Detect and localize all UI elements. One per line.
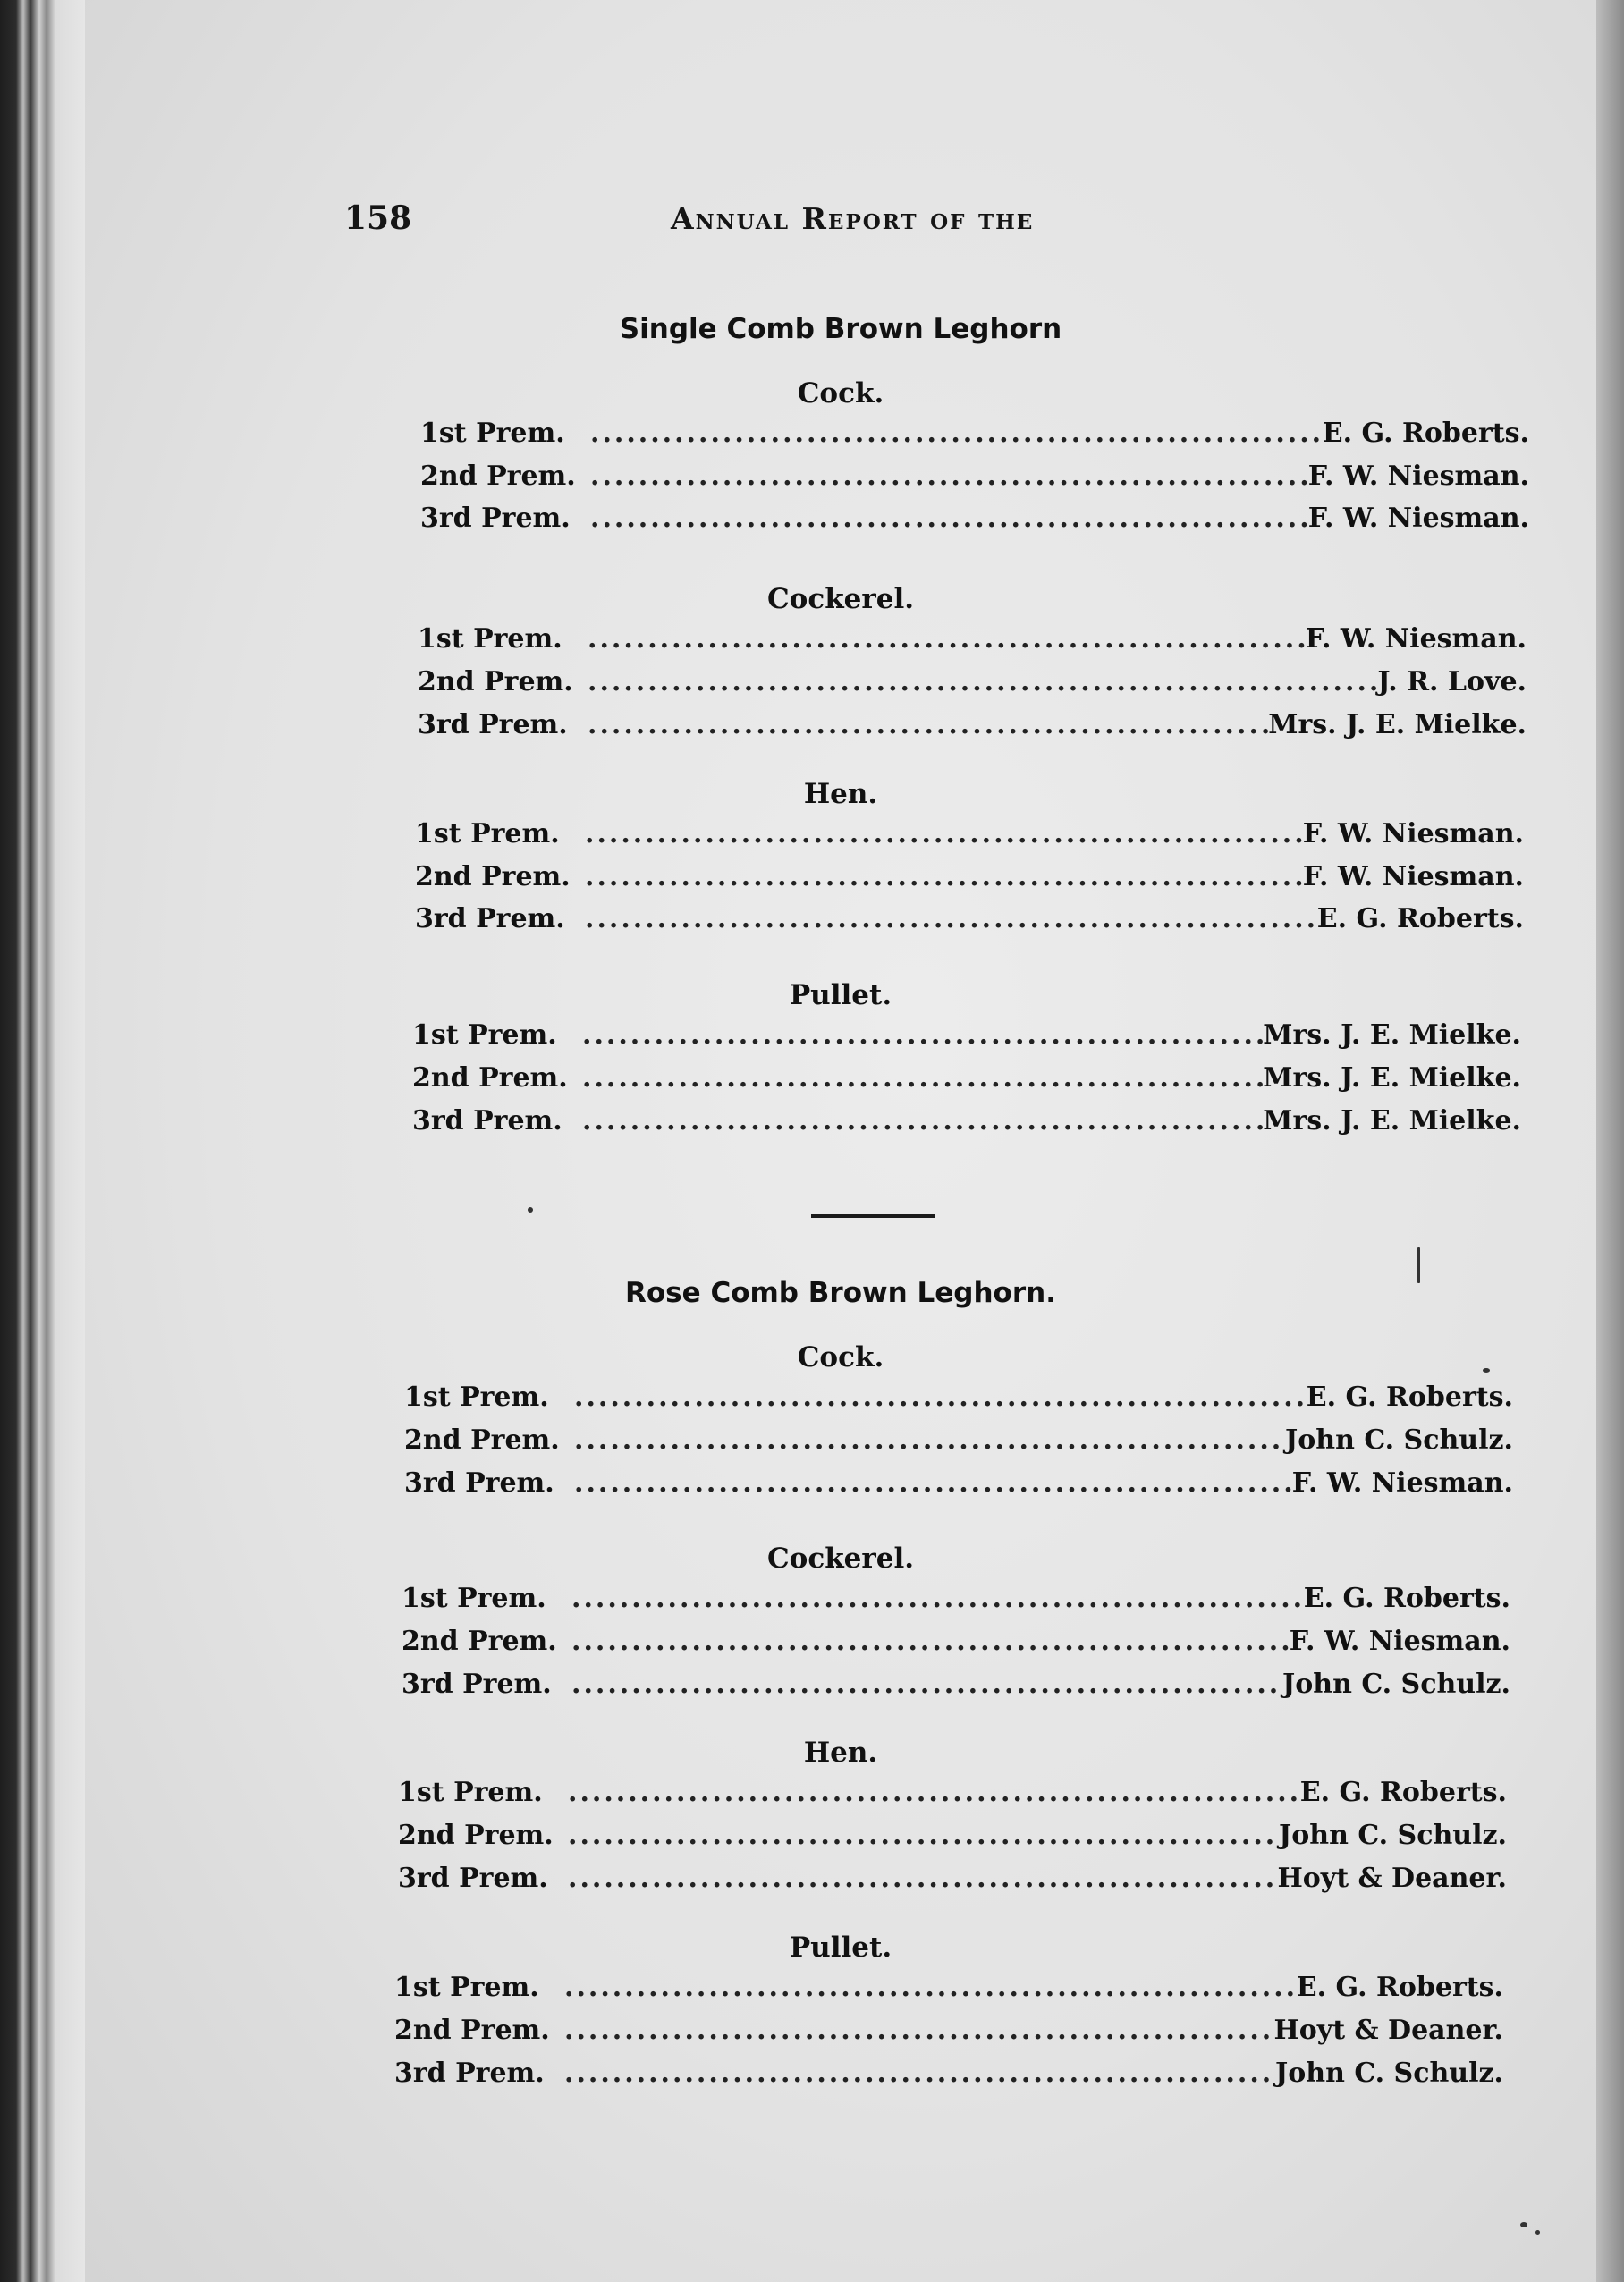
scan-speck	[528, 1207, 533, 1213]
award-entry	[402, 1626, 1510, 1663]
dot-leader	[585, 861, 1303, 892]
dot-leader	[585, 903, 1317, 934]
award-place: 1st Prem.	[404, 1382, 549, 1413]
group-title: Hen.	[803, 1737, 878, 1769]
award-winner: John C. Schulz.	[1282, 1669, 1510, 1700]
award-place: 1st Prem.	[412, 1019, 557, 1051]
award-place: 3rd Prem.	[404, 1467, 554, 1499]
running-title: Annual Report of the	[671, 201, 1035, 236]
award-winner: E. G. Roberts.	[1322, 418, 1529, 449]
award-entry	[404, 1424, 1513, 1462]
award-place: 1st Prem.	[398, 1777, 543, 1808]
dot-leader	[582, 1105, 1263, 1137]
award-place: 1st Prem.	[420, 418, 565, 449]
award-entry	[415, 861, 1524, 899]
award-place: 3rd Prem.	[415, 903, 565, 934]
award-entry	[415, 818, 1524, 856]
dot-leader	[588, 666, 1377, 697]
award-place: 1st Prem.	[415, 818, 560, 849]
group-title: Cockerel.	[766, 1542, 915, 1575]
dot-leader	[564, 2015, 1273, 2046]
dot-leader	[568, 1820, 1279, 1851]
dot-leader	[571, 1669, 1282, 1700]
section-title: Rose Comb Brown Leghorn.	[625, 1277, 1056, 1309]
award-winner: F. W. Niesman.	[1305, 623, 1527, 655]
award-winner: Mrs. J. E. Mielke.	[1263, 1019, 1521, 1051]
award-place: 3rd Prem.	[402, 1669, 552, 1700]
dot-leader	[582, 1019, 1263, 1051]
group-title: Pullet.	[789, 1931, 892, 1964]
award-place: 3rd Prem.	[398, 1863, 548, 1894]
award-winner: E. G. Roberts.	[1296, 1972, 1503, 2003]
award-winner: F. W. Niesman.	[1289, 1626, 1510, 1657]
dot-leader	[590, 418, 1323, 449]
scan-speck	[1483, 1368, 1490, 1373]
award-winner: J. R. Love.	[1377, 666, 1527, 697]
dot-leader	[571, 1583, 1304, 1614]
award-entry	[418, 666, 1527, 704]
award-entry	[398, 1777, 1507, 1814]
award-place: 2nd Prem.	[402, 1626, 557, 1657]
award-winner: John C. Schulz.	[1279, 1820, 1507, 1851]
award-winner: Hoyt & Deaner.	[1277, 1863, 1507, 1894]
award-place: 3rd Prem.	[418, 709, 568, 740]
award-place: 3rd Prem.	[412, 1105, 562, 1137]
award-place: 2nd Prem.	[398, 1820, 554, 1851]
award-entry	[394, 2015, 1503, 2052]
award-entry	[394, 2058, 1503, 2095]
award-entry	[412, 1062, 1521, 1100]
group-title: Cock.	[797, 377, 884, 410]
award-entry	[412, 1019, 1521, 1057]
award-entry	[404, 1382, 1513, 1419]
award-entry	[404, 1467, 1513, 1505]
award-place: 2nd Prem.	[418, 666, 573, 697]
award-entry	[402, 1583, 1510, 1620]
scan-speck	[1417, 1247, 1420, 1283]
award-winner: Mrs. J. E. Mielke.	[1263, 1105, 1521, 1137]
award-entry	[412, 1105, 1521, 1143]
book-binding-edge	[0, 0, 85, 2282]
award-winner: John C. Schulz.	[1275, 2058, 1503, 2089]
award-entry	[420, 418, 1529, 455]
dot-leader	[568, 1777, 1300, 1808]
dot-leader	[590, 461, 1308, 492]
dot-leader	[585, 818, 1303, 849]
award-winner: F. W. Niesman.	[1302, 861, 1524, 892]
award-place: 1st Prem.	[418, 623, 562, 655]
award-winner: F. W. Niesman.	[1302, 818, 1524, 849]
award-entry	[398, 1820, 1507, 1857]
dot-leader	[588, 623, 1306, 655]
award-winner: F. W. Niesman.	[1307, 503, 1529, 534]
group-title: Hen.	[803, 778, 878, 810]
award-entry	[394, 1972, 1503, 2009]
award-place: 2nd Prem.	[404, 1424, 560, 1456]
dot-leader	[564, 1972, 1297, 2003]
award-entry	[420, 461, 1529, 498]
award-place: 2nd Prem.	[420, 461, 576, 492]
dot-leader	[574, 1424, 1285, 1456]
award-winner: E. G. Roberts.	[1306, 1382, 1513, 1413]
award-winner: John C. Schulz.	[1285, 1424, 1513, 1456]
award-place: 3rd Prem.	[394, 2058, 545, 2089]
group-title: Cockerel.	[766, 583, 915, 615]
award-place: 3rd Prem.	[420, 503, 571, 534]
group-title: Cock.	[797, 1341, 884, 1373]
award-entry	[420, 503, 1529, 540]
dot-leader	[564, 2058, 1275, 2089]
scan-speck	[1535, 2230, 1540, 2235]
award-entry	[398, 1863, 1507, 1900]
award-winner: Hoyt & Deaner.	[1273, 2015, 1503, 2046]
section-divider-rule	[811, 1214, 935, 1218]
scan-speck	[1520, 2222, 1527, 2227]
award-place: 2nd Prem.	[415, 861, 571, 892]
award-entry	[418, 709, 1527, 747]
dot-leader	[574, 1382, 1307, 1413]
dot-leader	[571, 1626, 1290, 1657]
page-number: 158	[344, 199, 412, 237]
dot-leader	[582, 1062, 1263, 1094]
section-title: Single Comb Brown Leghorn	[619, 313, 1062, 345]
award-entry	[415, 903, 1524, 941]
page-right-shadow	[1596, 0, 1624, 2282]
page-header	[85, 192, 1596, 255]
award-winner: F. W. Niesman.	[1291, 1467, 1513, 1499]
dot-leader	[574, 1467, 1292, 1499]
award-place: 1st Prem.	[394, 1972, 539, 2003]
award-winner: E. G. Roberts.	[1316, 903, 1524, 934]
dot-leader	[568, 1863, 1277, 1894]
group-title: Pullet.	[789, 979, 892, 1011]
award-entry	[418, 623, 1527, 661]
award-winner: Mrs. J. E. Mielke.	[1263, 1062, 1521, 1094]
book-page	[85, 0, 1596, 2282]
award-entry	[402, 1669, 1510, 1706]
dot-leader	[588, 709, 1268, 740]
award-winner: E. G. Roberts.	[1299, 1777, 1507, 1808]
award-winner: Mrs. J. E. Mielke.	[1268, 709, 1527, 740]
award-winner: F. W. Niesman.	[1307, 461, 1529, 492]
award-place: 2nd Prem.	[412, 1062, 568, 1094]
award-place: 2nd Prem.	[394, 2015, 550, 2046]
dot-leader	[590, 503, 1308, 534]
award-winner: E. G. Roberts.	[1303, 1583, 1510, 1614]
award-place: 1st Prem.	[402, 1583, 546, 1614]
